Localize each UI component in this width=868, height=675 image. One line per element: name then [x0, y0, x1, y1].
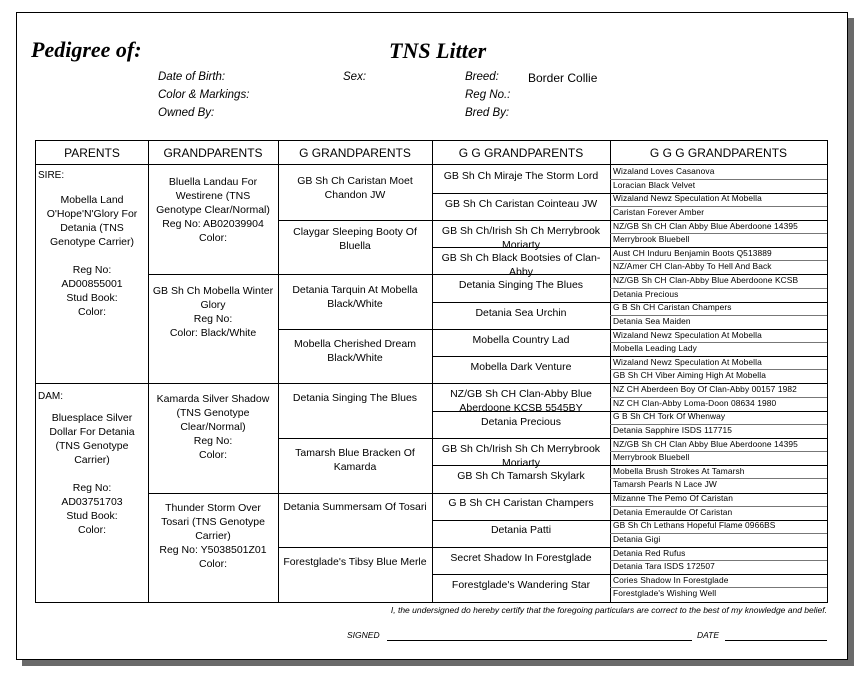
ggg-grandparent-name: NZ/Amer CH Clan-Abby To Hell And Back	[613, 261, 772, 272]
certification-statement: I, the undersigned do hereby certify that the foregoing particulars are correct to the best of my knowledge and belief.	[390, 605, 827, 615]
ggg-grandparent-name: GB Sh Ch Lethans Hopeful Flame 0966BS	[613, 520, 776, 531]
gg-grandparent-name: Mobella Country Lad	[472, 334, 570, 346]
ggg-grandparent-name: Detania Red Rufus	[613, 547, 686, 558]
column-divider	[432, 141, 433, 602]
ggg-grandparent-name: NZ CH Clan-Abby Loma-Doon 08634 1980	[613, 397, 777, 408]
g-grandparent-name: Claygar Sleeping Booty Of Bluella	[293, 226, 417, 252]
sire-color: Color:	[77, 306, 106, 318]
ggg-grandparent-name: G B Sh CH Caristan Champers	[613, 302, 732, 313]
ggg-grandparent-name: Detania Sapphire ISDS 117715	[613, 424, 733, 435]
dam-label: DAM:	[38, 391, 63, 402]
grandparent-reg: Reg No: Y5038501Z01	[159, 544, 267, 556]
ggg-grandparent-name: Mobella Leading Lady	[613, 343, 697, 354]
header-parents: PARENTS	[36, 141, 148, 165]
gg-grandparent-name: Detania Sea Urchin	[475, 307, 567, 319]
column-divider	[148, 141, 149, 602]
header-g-grandparents: G GRANDPARENTS	[278, 141, 432, 165]
grandparent-color: Color:	[198, 558, 227, 570]
pedigree-page	[16, 12, 848, 660]
ggg-grandparent-name: NZ/GB Sh CH Clan Abby Blue Aberdoone 14395	[613, 220, 798, 231]
ggg-grandparent-name: NZ/GB Sh CH Clan-Abby Blue Aberdoone KCSB	[613, 275, 799, 285]
column-divider	[278, 141, 279, 602]
grandparent-reg: Reg No:	[193, 435, 233, 447]
gg-grandparent-name: Detania Precious	[481, 416, 561, 428]
color-markings-label: Color & Markings:	[158, 89, 250, 101]
dam-color: Color:	[77, 524, 106, 536]
sire-name: Mobella Land O'Hope'N'Glory For Detania (TNS Genotype Carrier)	[46, 194, 138, 248]
bred-by-label: Bred By:	[465, 107, 510, 119]
ggg-grandparent-name: Detania Gigi	[613, 533, 661, 544]
gg-grandparent-name: GB Sh Ch Black Bootsies of Clan-Abby	[441, 252, 601, 278]
grandparent-name: Kamarda Silver Shadow (TNS Genotype Clear/Normal)	[156, 393, 270, 433]
dam-stud-book: Stud Book:	[66, 510, 118, 522]
grandparent-color: Color:	[198, 449, 227, 461]
sire-stud-book: Stud Book:	[66, 292, 118, 304]
dam-reg-number: AD03751703	[61, 496, 123, 508]
ggg-grandparent-name: Wizaland Newz Speculation At Mobella	[613, 329, 762, 340]
ggg-grandparent-name: Merrybrook Bluebell	[613, 234, 690, 245]
grandparent-name: Thunder Storm Over Tosari (TNS Genotype Carrier)	[161, 502, 265, 542]
header-gg-grandparents: G G GRANDPARENTS	[432, 141, 610, 165]
dam-reg-label: Reg No:	[72, 482, 112, 494]
gg-grandparent-name: GB Sh Ch/Irish Sh Ch Merrybrook Moriarty	[441, 443, 601, 469]
gg-grandparent-name: NZ/GB Sh CH Clan-Abby Blue Aberdoone KCSB 5545BY	[450, 388, 592, 414]
ggg-grandparent-name: Detania Emeraulde Of Caristan	[613, 506, 733, 517]
g-grandparent-name: Detania Tarquin At Mobella Black/White	[292, 284, 418, 310]
gg-grandparent-name: Forestglade's Wandering Star	[451, 579, 591, 591]
gg-grandparent-name: G B Sh CH Caristan Champers	[448, 497, 594, 509]
ggg-grandparent-name: G B Sh CH Tork Of Whenway	[613, 411, 726, 422]
sire-reg-number: AD00855001	[61, 278, 123, 290]
g-grandparent-name: Tamarsh Blue Bracken Of Kamarda	[295, 447, 415, 473]
ggg-grandparent-name: Mobella Brush Strokes At Tamarsh	[613, 465, 745, 476]
signature-line[interactable]	[387, 640, 692, 641]
g-grandparent-name: Detania Summersam Of Tosari	[283, 501, 427, 513]
g-grandparent-name: GB Sh Ch Caristan Moet Chandon JW	[297, 175, 413, 201]
ggg-grandparent-name: Aust CH Induru Benjamin Boots Q513889	[613, 247, 772, 258]
ggg-grandparent-name: NZ CH Aberdeen Boy Of Clan-Abby 00157 1982	[613, 384, 797, 394]
breed-value: Border Collie	[528, 71, 598, 85]
row-divider	[278, 547, 827, 548]
signed-label: SIGNED	[347, 630, 380, 640]
dam-name: Bluesplace Silver Dollar For Detania (TNS Genotype Carrier)	[49, 412, 135, 466]
dob-label: Date of Birth:	[158, 71, 226, 83]
grandparent-reg: Reg No: AB02039904	[162, 218, 264, 230]
pedigree-label: Pedigree of:	[31, 37, 142, 62]
ggg-grandparent-name: Detania Sea Maiden	[613, 315, 691, 326]
ggg-grandparent-name: Cories Shadow In Forestglade	[613, 574, 729, 585]
g-grandparent-name: Forestglade's Tibsy Blue Merle	[283, 556, 427, 568]
gg-grandparent-name: Secret Shadow In Forestglade	[450, 552, 592, 564]
breed-label: Breed:	[465, 71, 499, 83]
ggg-grandparent-name: Caristan Forever Amber	[613, 206, 705, 217]
grandparent-name: Bluella Landau For Westirene (TNS Genotype Clear/Normal)	[156, 176, 270, 216]
ggg-grandparent-name: NZ/GB Sh CH Clan Abby Blue Aberdoone 14395	[613, 438, 798, 449]
g-grandparent-name: Detania Singing The Blues	[292, 392, 418, 404]
gg-grandparent-name: Detania Singing The Blues	[458, 279, 584, 291]
gg-grandparent-name: GB Sh Ch Tamarsh Skylark	[457, 470, 585, 482]
litter-name: TNS Litter	[389, 38, 487, 63]
ggg-grandparent-name: Detania Precious	[613, 288, 679, 299]
owned-by-label: Owned By:	[158, 107, 215, 119]
sire-reg-label: Reg No:	[72, 264, 112, 276]
gg-grandparent-name: GB Sh Ch Miraje The Storm Lord	[443, 170, 599, 182]
date-line[interactable]	[725, 640, 827, 641]
date-label: DATE	[697, 630, 720, 640]
ggg-grandparent-name: Mizanne The Pemo Of Caristan	[613, 493, 733, 503]
grandparent-name: GB Sh Ch Mobella Winter Glory	[152, 285, 274, 311]
gg-grandparent-name: GB Sh Ch/Irish Sh Ch Merrybrook Moriarty	[441, 225, 601, 251]
ggg-grandparent-name: Forestglade's Wishing Well	[613, 588, 717, 599]
ggg-grandparent-name: GB Sh CH Viber Aiming High At Mobella	[613, 370, 766, 381]
header-ggg-grandparents: G G G GRANDPARENTS	[610, 141, 827, 165]
grandparent-reg: Reg No:	[193, 313, 233, 325]
grandparent-color: Color: Black/White	[169, 327, 257, 339]
gg-grandparent-name: Detania Patti	[490, 524, 552, 536]
gg-grandparent-name: GB Sh Ch Caristan Cointeau JW	[444, 198, 598, 210]
ggg-grandparent-name: Detania Tara ISDS 172507	[613, 561, 715, 572]
sex-label: Sex:	[343, 71, 367, 83]
pedigree-table	[35, 140, 828, 603]
reg-no-label: Reg No.:	[465, 89, 511, 101]
ggg-grandparent-name: Tamarsh Pearls N Lace JW	[613, 479, 717, 490]
ggg-grandparent-name: Wizaland Newz Speculation At Mobella	[613, 356, 762, 367]
gg-grandparent-name: Mobella Dark Venture	[470, 361, 572, 373]
grandparent-color: Color:	[198, 232, 227, 244]
sire-label: SIRE:	[38, 170, 65, 181]
ggg-grandparent-name: Merrybrook Bluebell	[613, 452, 690, 463]
g-grandparent-name: Mobella Cherished Dream Black/White	[294, 338, 416, 364]
ggg-grandparent-name: Wizaland Loves Casanova	[613, 166, 715, 176]
ggg-grandparent-name: Loracian Black Velvet	[613, 179, 696, 190]
header-grandparents: GRANDPARENTS	[148, 141, 278, 165]
ggg-grandparent-name: Wizaland Newz Speculation At Mobella	[613, 193, 762, 204]
